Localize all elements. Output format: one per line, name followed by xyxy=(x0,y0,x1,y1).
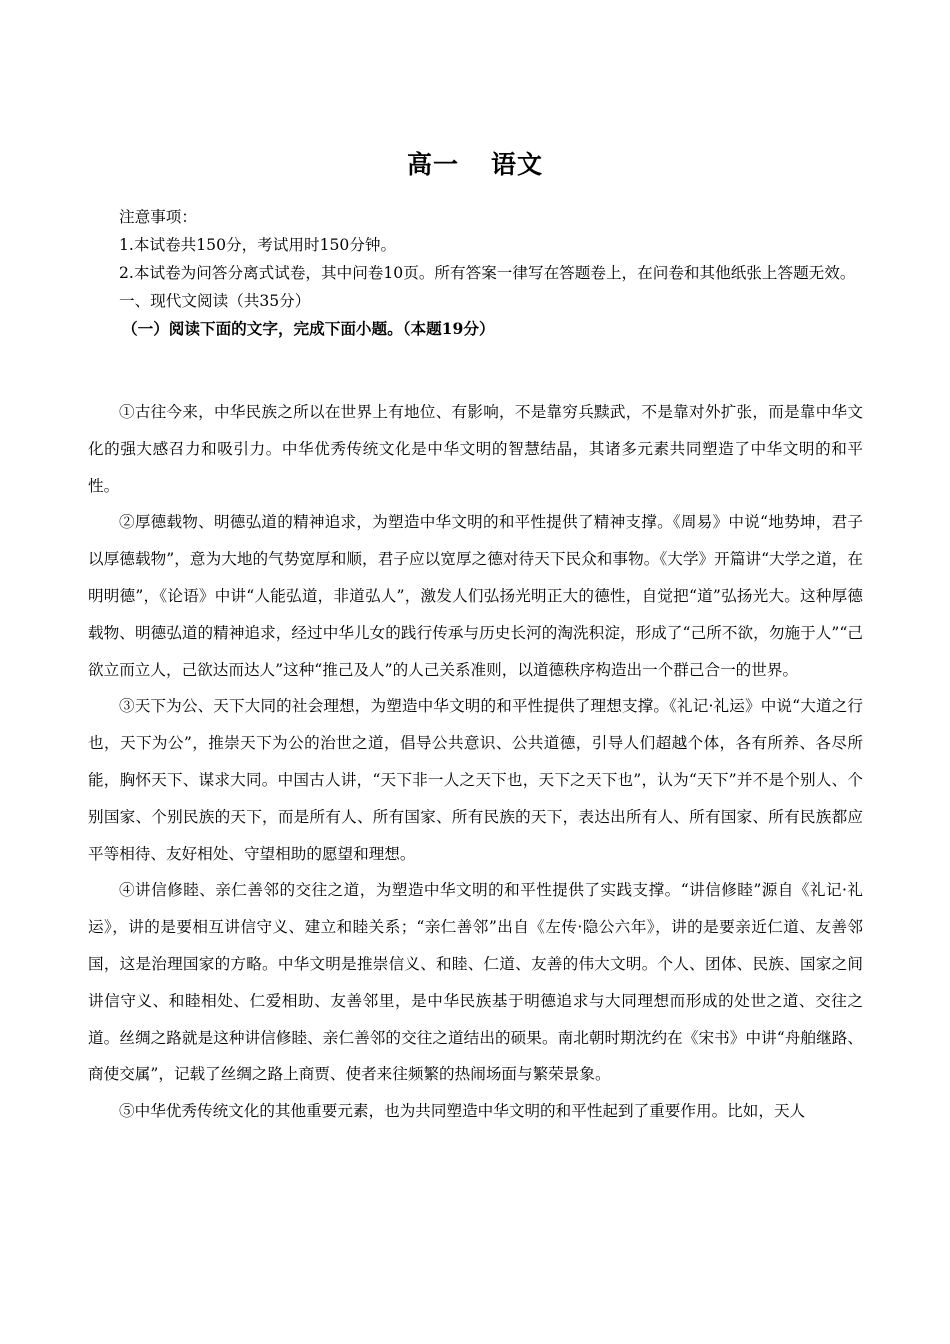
document-title xyxy=(0,145,950,181)
reading-passage xyxy=(88,394,863,1130)
section-heading-1: 一、现代文阅读（共35分） xyxy=(119,292,311,310)
notes-item-2: 2.本试卷为问答分离式试卷，其中问卷10页。所有答案一律写在答题卷上，在问卷和其他纸张上答题无效。 xyxy=(119,264,856,282)
paragraph-5: ⑤中华优秀传统文化的其他重要元素，也为共同塑造中华文明的和平性起到了重要作用。比如，天人 xyxy=(119,1102,806,1121)
notes-heading: 注意事项： xyxy=(119,208,197,226)
paragraph-3: ③天下为公、天下大同的社会理想，为塑造中华文明的和平性提供了理想支撑。《礼记·礼运》中说“大道之行也，天下为公”，推崇天下为公的治世之道，倡导公共意识、公共道德，引导人们超越个体，各有所养、各尽所能，胸怀天下、谋求大同。中国古人讲，“天下非一人之天下也，天下之天下也”，认为“天下”并不是个别人、个别国家、个别民族的天下，而是所有人、所有国家、所有民族的天下，表达出所有人、所有国家、所有民族都应平等相待、友好相处、守望相助的愿望和理想。 xyxy=(88,697,863,863)
paragraph-1: ①古往今来，中华民族之所以在世界上有地位、有影响，不是靠穷兵黩武，不是靠对外扩张，而是靠中华文化的强大感召力和吸引力。中华优秀传统文化是中华文明的智慧结晶，其诸多元素共同塑造了中华文明的和平性。 xyxy=(88,403,863,495)
notes-item-1: 1.本试卷共150分，考试用时150分钟。 xyxy=(119,236,397,254)
title-subject: 语文 xyxy=(491,150,544,179)
paragraph-2: ②厚德载物、明德弘道的精神追求，为塑造中华文明的和平性提供了精神支撑。《周易》中说“地势坤，君子以厚德载物”，意为大地的气势宽厚和顺，君子应以宽厚之德对待天下民众和事物。《大学》开篇讲“大学之道，在明明德”，《论语》中讲“人能弘道，非道弘人”，激发人们弘扬光明正大的德性，自觉把“道”弘扬光大。这种厚德载物、明德弘道的精神追求，经过中华儿女的践行传承与历史长河的淘洗积淀，形成了“己所不欲，勿施于人”“己欲立而立人，己欲达而达人”这种“推己及人”的人己关系准则，以道德秩序构造出一个群己合一的世界。 xyxy=(88,513,863,679)
notes-section xyxy=(88,203,863,343)
subsection-heading-1: （一）阅读下面的文字，完成下面小题。（本题19分） xyxy=(122,319,495,338)
paragraph-4: ④讲信修睦、亲仁善邻的交往之道，为塑造中华文明的和平性提供了实践支撑。“讲信修睦”源自《礼记·礼运》，讲的是要相互讲信守义、建立和睦关系；“亲仁善邻”出自《左传·隐公六年》，讲的是要亲近仁道、友善邻国，这是治理国家的方略。中华文明是推崇信义、和睦、仁道、友善的伟大文明。个人、团体、民族、国家之间讲信守义、和睦相处、仁爱相助、友善邻里，是中华民族基于明德追求与大同理想而形成的处世之道、交往之道。丝绸之路就是这种讲信修睦、亲仁善邻的交往之道结出的硕果。南北朝时期沈约在《宋书》中讲“舟舶继路、商使交属”，记载了丝绸之路上商贾、使者来往频繁的热闹场面与繁荣景象。 xyxy=(88,881,863,1084)
title-grade: 高一 xyxy=(406,150,459,179)
